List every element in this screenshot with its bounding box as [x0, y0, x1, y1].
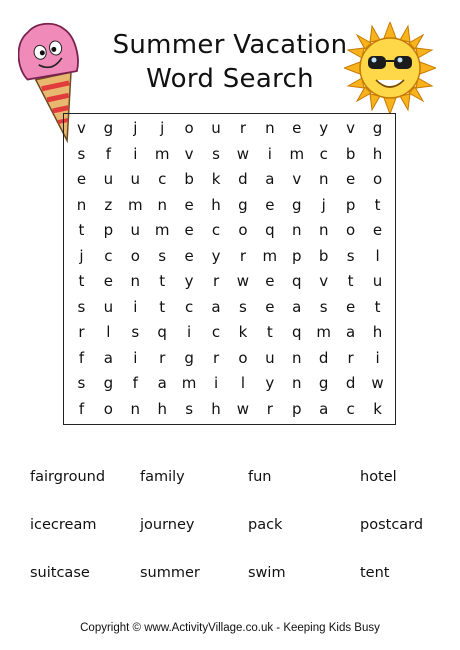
grid-letter: v	[319, 272, 329, 291]
sun-icon	[344, 22, 436, 114]
word-list-item: tent	[360, 565, 390, 581]
grid-letter: t	[347, 272, 354, 291]
grid-letter: u	[211, 119, 221, 138]
word-list	[30, 468, 440, 582]
grid-letter: u	[130, 221, 141, 240]
grid-letter: n	[130, 272, 141, 291]
grid-letter: r	[347, 348, 354, 367]
grid-letter: r	[78, 323, 85, 342]
grid-letter: c	[104, 246, 113, 265]
grid-letter: c	[319, 144, 328, 163]
grid-letter: o	[238, 221, 248, 240]
grid-letter: t	[374, 195, 381, 214]
grid-letter: s	[158, 246, 167, 265]
grid-letter: c	[184, 297, 194, 316]
grid-letter: d	[345, 374, 356, 393]
grid-letter: r	[239, 119, 247, 138]
grid-letter: l	[240, 374, 246, 393]
grid-letter: p	[103, 221, 114, 240]
grid-letter: r	[212, 348, 220, 367]
grid-letter: n	[130, 399, 141, 418]
grid-letter: n	[76, 195, 87, 214]
grid-letter: s	[77, 374, 86, 393]
copyright-footer: Copyright © www.ActivityVillage.co.uk - Keeping Kids Busy	[80, 622, 380, 634]
grid-letter: v	[292, 170, 302, 189]
grid-letter: p	[292, 399, 302, 418]
grid-letter: m	[289, 144, 305, 163]
grid-letter: b	[318, 246, 329, 265]
grid-letter: a	[103, 348, 113, 367]
grid-letter: m	[154, 221, 170, 240]
grid-letter: h	[157, 399, 167, 418]
grid-letter: b	[184, 170, 194, 189]
grid-letter: t	[159, 272, 166, 291]
grid-letter: a	[292, 297, 302, 316]
grid-letter: f	[132, 374, 138, 393]
grid-letter: a	[319, 399, 329, 418]
grid-letter: r	[159, 348, 166, 367]
word-list-item: postcard	[360, 517, 424, 533]
grid-letter: j	[79, 246, 84, 265]
grid-letter: k	[373, 399, 382, 418]
grid-letter: g	[103, 119, 114, 138]
grid-letter: e	[346, 170, 356, 189]
grid-letter: i	[133, 297, 138, 316]
grid-letter: g	[372, 119, 383, 138]
grid-letter: a	[265, 170, 275, 189]
grid-letter: a	[346, 323, 356, 342]
grid-letter: n	[318, 170, 329, 189]
grid-letter: y	[319, 119, 329, 138]
grid-letter: i	[213, 374, 219, 393]
grid-letter: m	[316, 323, 331, 342]
word-list-item: family	[140, 469, 185, 485]
grid-letter: y	[265, 374, 275, 393]
grid-letter: n	[265, 119, 275, 138]
word-list-item: journey	[140, 517, 195, 533]
grid-letter: m	[154, 144, 170, 163]
grid-letter: d	[238, 170, 248, 189]
grid-letter: y	[211, 246, 221, 265]
grid-letter: s	[239, 297, 247, 316]
word-list-item: fairground	[30, 469, 106, 485]
grid-letter: y	[184, 272, 194, 291]
grid-letter: e	[184, 246, 194, 265]
grid-letter: m	[262, 246, 278, 265]
grid-letter: z	[104, 195, 113, 214]
grid-letter: g	[318, 374, 329, 393]
grid-letter: q	[265, 221, 275, 240]
grid-letter: j	[160, 119, 165, 138]
grid-letter: s	[131, 323, 140, 342]
grid-letter: k	[238, 323, 248, 342]
word-list-item: suitcase	[30, 565, 90, 581]
grid-letter: u	[103, 297, 114, 316]
grid-letter: s	[185, 399, 194, 418]
word-search-grid	[63, 113, 396, 425]
grid-letter: c	[346, 399, 355, 418]
grid-letter: i	[133, 144, 138, 163]
grid-letter: o	[130, 246, 140, 265]
grid-letter: i	[267, 144, 272, 163]
grid-letter: j	[133, 119, 138, 138]
grid-letter: i	[187, 323, 192, 342]
grid-letter: n	[318, 221, 329, 240]
grid-letter: e	[265, 297, 275, 316]
grid-letter: o	[238, 348, 248, 367]
grid-letter: h	[211, 195, 221, 214]
grid-letter: o	[103, 399, 113, 418]
grid-letter: o	[372, 170, 383, 189]
word-list-item: summer	[140, 565, 200, 581]
grid-letter: s	[77, 297, 86, 316]
grid-letter: l	[375, 246, 380, 265]
title-line-2: Word Search	[146, 64, 314, 94]
grid-letter: v	[184, 144, 194, 163]
grid-letter: e	[346, 297, 356, 316]
grid-letter: e	[76, 170, 87, 189]
grid-letter: v	[346, 119, 356, 138]
grid-letter: r	[266, 399, 273, 418]
grid-letter: j	[321, 195, 326, 214]
grid-letter: k	[211, 170, 221, 189]
grid-letter: e	[184, 221, 194, 240]
grid-letter: a	[211, 297, 221, 316]
word-list-item: fun	[248, 469, 272, 485]
grid-letter: r	[212, 272, 220, 291]
grid-letter: m	[127, 195, 143, 214]
grid-letter: v	[77, 119, 86, 138]
page-title	[100, 28, 360, 96]
grid-letter: n	[292, 221, 302, 240]
grid-letter: g	[238, 195, 248, 214]
grid-letter: w	[236, 399, 250, 418]
grid-letter: o	[184, 119, 194, 138]
grid-letter: e	[103, 272, 113, 291]
grid-letter: s	[77, 144, 86, 163]
grid-letter: c	[211, 323, 221, 342]
word-list-item: hotel	[360, 469, 397, 485]
grid-letter: e	[292, 119, 302, 138]
grid-letter: d	[318, 348, 329, 367]
title-line-1: Summer Vacation	[112, 30, 348, 60]
grid-letter: u	[265, 348, 275, 367]
grid-letter: m	[181, 374, 197, 393]
grid-letter: l	[106, 323, 111, 342]
grid-letter: t	[266, 323, 273, 342]
grid-letter: w	[236, 144, 250, 163]
grid-letter: n	[292, 374, 302, 393]
grid-letter: u	[372, 272, 383, 291]
grid-letter: f	[78, 348, 85, 367]
grid-letter: f	[105, 144, 111, 163]
grid-letter: p	[292, 246, 302, 265]
grid-letter: q	[292, 272, 302, 291]
grid-letter: p	[345, 195, 356, 214]
grid-letter: s	[212, 144, 220, 163]
grid-letter: f	[78, 399, 85, 418]
grid-letter: c	[211, 221, 221, 240]
grid-letter: w	[236, 272, 250, 291]
grid-letter: i	[375, 348, 380, 367]
grid-letter: t	[78, 221, 85, 240]
grid-letter: h	[211, 399, 221, 418]
grid-letter: q	[157, 323, 167, 342]
grid-letter: t	[374, 297, 381, 316]
grid-letter: w	[371, 374, 384, 393]
grid-letter: e	[184, 195, 194, 214]
grid-letter: e	[265, 272, 275, 291]
grid-letter: u	[103, 170, 114, 189]
grid-letter: c	[158, 170, 167, 189]
grid-letter: s	[319, 297, 328, 316]
grid-letter: e	[265, 195, 275, 214]
grid-letter: a	[157, 374, 167, 393]
grid-letter: n	[157, 195, 167, 214]
grid-letter: i	[133, 348, 138, 367]
word-list-item: icecream	[30, 517, 97, 533]
grid-letter: s	[346, 246, 355, 265]
grid-letter: h	[372, 144, 383, 163]
grid-letter: g	[184, 348, 194, 367]
grid-letter: u	[130, 170, 141, 189]
grid-letter: b	[345, 144, 356, 163]
grid-letter: r	[239, 246, 247, 265]
word-list-item: pack	[248, 517, 283, 533]
grid-letter: e	[372, 221, 383, 240]
grid-letter: g	[292, 195, 302, 214]
word-list-item: swim	[248, 565, 286, 581]
grid-letter: q	[292, 323, 302, 342]
grid-letter: t	[78, 272, 85, 291]
grid-letter: n	[292, 348, 302, 367]
grid-letter: h	[372, 323, 383, 342]
grid-letter: t	[159, 297, 166, 316]
grid-letter: g	[103, 374, 114, 393]
grid-letter: o	[346, 221, 356, 240]
